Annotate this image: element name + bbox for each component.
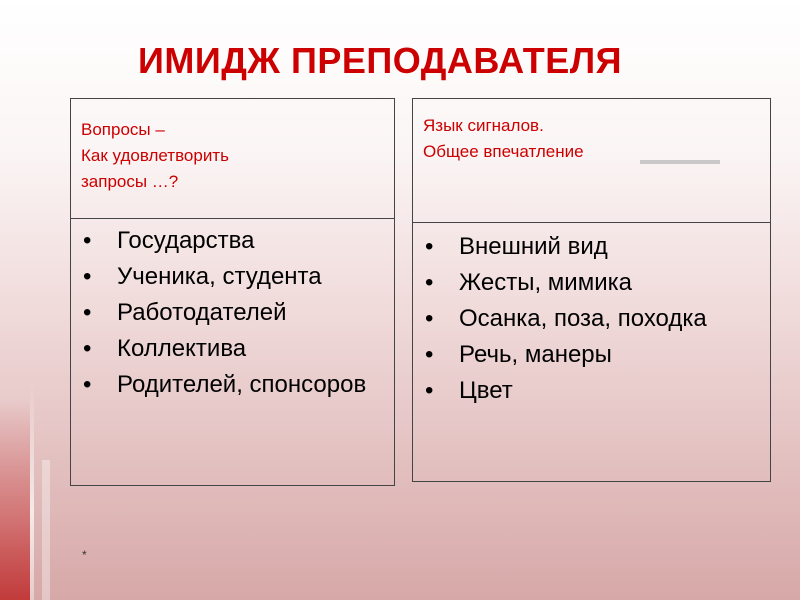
list-item: • Внешний вид xyxy=(425,229,770,265)
left-card-header-line: запросы …? xyxy=(81,172,179,191)
right-card-header-line: Общее впечатление xyxy=(423,142,584,161)
decorative-stripe xyxy=(42,460,50,600)
list-item: • Цвет xyxy=(425,373,770,409)
list-item: • Жесты, мимика xyxy=(425,265,770,301)
decorative-stripe xyxy=(30,380,34,600)
list-item: • Государства xyxy=(83,223,394,259)
slide-title: ИМИДЖ ПРЕПОДАВАТЕЛЯ xyxy=(138,40,622,81)
right-card xyxy=(412,98,771,482)
right-card-header xyxy=(413,99,770,223)
footer-asterisk: * xyxy=(82,548,87,562)
left-card-header-line: Как удовлетворить xyxy=(81,146,229,165)
list-item: • Осанка, поза, походка xyxy=(425,301,770,337)
left-card-header xyxy=(71,99,394,219)
left-card xyxy=(70,98,395,486)
right-card-header-line: Язык сигналов. xyxy=(423,116,544,135)
list-item: • Родителей, спонсоров xyxy=(83,367,394,403)
list-item: • Работодателей xyxy=(83,295,394,331)
list-item: • Ученика, студента xyxy=(83,259,394,295)
list-item: • Коллектива xyxy=(83,331,394,367)
right-card-list xyxy=(413,223,770,409)
left-card-header-line: Вопросы – xyxy=(81,120,165,139)
list-item: • Речь, манеры xyxy=(425,337,770,373)
decorative-red-band xyxy=(0,400,30,600)
left-card-list xyxy=(71,219,394,403)
